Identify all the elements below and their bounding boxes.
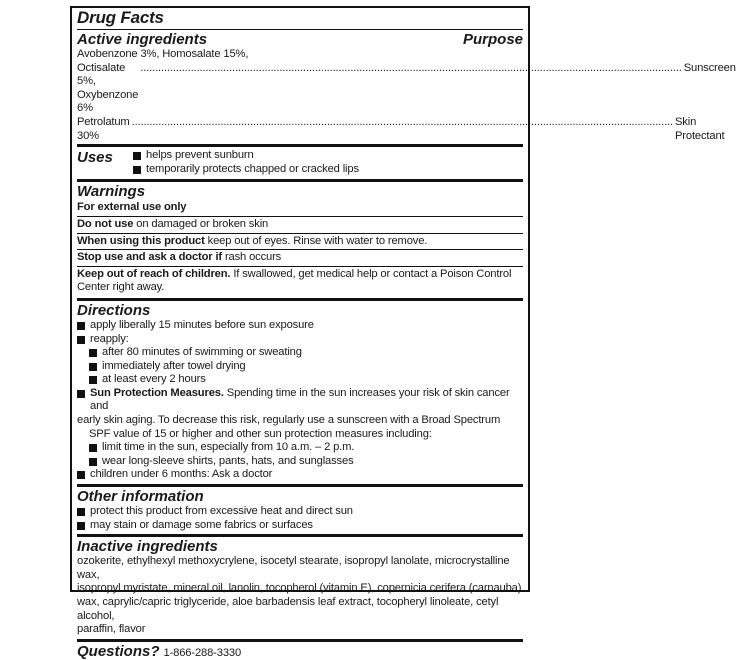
list-item: wear long-sleeve shirts, pants, hats, and sunglasses [77, 455, 523, 469]
dot-leader [132, 116, 673, 143]
list-item: apply liberally 15 minutes before sun exposure [77, 319, 523, 333]
list-item: reapply: [77, 333, 523, 347]
active-line-1: Avobenzone 3%, Homosalate 15%, [77, 48, 249, 60]
list-item: may stain or damage some fabrics or surfaces [77, 519, 523, 533]
bullet-square-icon [77, 508, 85, 516]
active-ingredients-section [77, 30, 736, 144]
bullet-square-icon [77, 522, 85, 530]
list-item: protect this product from excessive heat and direct sun [77, 505, 523, 519]
bullet-square-icon [77, 390, 85, 398]
list-item: helps prevent sunburn [133, 149, 359, 163]
list-item: limit time in the sun, especially from 10 a.m. – 2 p.m. [77, 441, 523, 455]
bullet-square-icon [89, 349, 97, 357]
dot-leader [140, 62, 681, 116]
list-item: children under 6 months: Ask a doctor [77, 468, 523, 482]
phone-number: 1-866-288-3330 [163, 646, 242, 659]
directions-heading: Directions [77, 301, 151, 319]
directions-section [77, 298, 523, 484]
inactive-line-3: wax, caprylic/capric triglyceride, aloe barbadensis leaf extract, tocopheryl linoleate, cetyl alcohol, [77, 596, 499, 622]
bullet-square-icon [133, 166, 141, 174]
bullet-square-icon [89, 376, 97, 384]
active-ingredients-heading: Active ingredients [77, 31, 208, 48]
other-information-heading: Other information [77, 488, 204, 506]
inactive-line-4: paraffin, flavor [77, 623, 146, 636]
uses-heading: Uses [77, 149, 113, 167]
external-use-note: For external use only [77, 201, 187, 214]
active-row-skin-protectant [77, 115, 725, 143]
when-using-warning: When using this product keep out of eyes. Rinse with water to remove. [77, 234, 428, 247]
warnings-section [77, 179, 523, 298]
bullet-square-icon [77, 471, 85, 479]
warnings-heading: Warnings [77, 183, 146, 201]
purpose-sunscreen: Sunscreen [683, 61, 736, 74]
sun-protection-measures: Sun Protection Measures. Spending time in the sun increases your risk of skin cancer and [77, 387, 523, 414]
inactive-ingredients-section [77, 534, 523, 639]
sun-protection-text-3: SPF value of 15 or higher and other sun protection measures including: [89, 427, 432, 440]
keep-out-warning: Keep out of reach of children. If swallowed, get medical help or contact a Poison Control Center right away. [77, 267, 512, 294]
purpose-skin-protectant: Skin Protectant [674, 115, 725, 142]
list-item: immediately after towel drying [77, 360, 523, 374]
list-item: at least every 2 hours [77, 373, 523, 387]
inactive-ingredients-heading: Inactive ingredients [77, 538, 218, 556]
active-line-3: Petrolatum 30% [77, 115, 130, 142]
inactive-line-2: isopropyl myristate, mineral oil, lanolin, tocopherol (vitamin E), copernicia cerifera (carnauba) [77, 582, 522, 595]
active-row-sunscreen [77, 61, 736, 116]
uses-section [77, 144, 523, 179]
questions-heading: Questions? [77, 642, 160, 660]
bullet-square-icon [89, 458, 97, 466]
sun-protection-text-2: early skin aging. To decrease this risk, regularly use a sunscreen with a Broad Spectrum [77, 414, 501, 427]
drug-facts-title: Drug Facts [77, 8, 523, 30]
bullet-square-icon [77, 322, 85, 330]
do-not-use-warning: Do not use on damaged or broken skin [77, 217, 269, 230]
bullet-square-icon [77, 336, 85, 344]
inactive-line-1: ozokerite, ethylhexyl methoxycrylene, isocetyl stearate, isopropyl lanolate, microcrystalline wax, [77, 555, 510, 581]
bullet-square-icon [89, 363, 97, 371]
bullet-square-icon [89, 444, 97, 452]
questions-section [77, 639, 523, 660]
drug-facts-panel [70, 6, 736, 660]
list-item: after 80 minutes of swimming or sweating [77, 346, 523, 360]
active-line-2: Octisalate 5%, Oxybenzone 6% [77, 61, 139, 115]
bullet-square-icon [133, 152, 141, 160]
list-item: temporarily protects chapped or cracked lips [133, 163, 359, 177]
purpose-heading: Purpose [462, 31, 523, 48]
stop-use-warning: Stop use and ask a doctor if rash occurs [77, 251, 282, 264]
other-information-section [77, 484, 523, 534]
